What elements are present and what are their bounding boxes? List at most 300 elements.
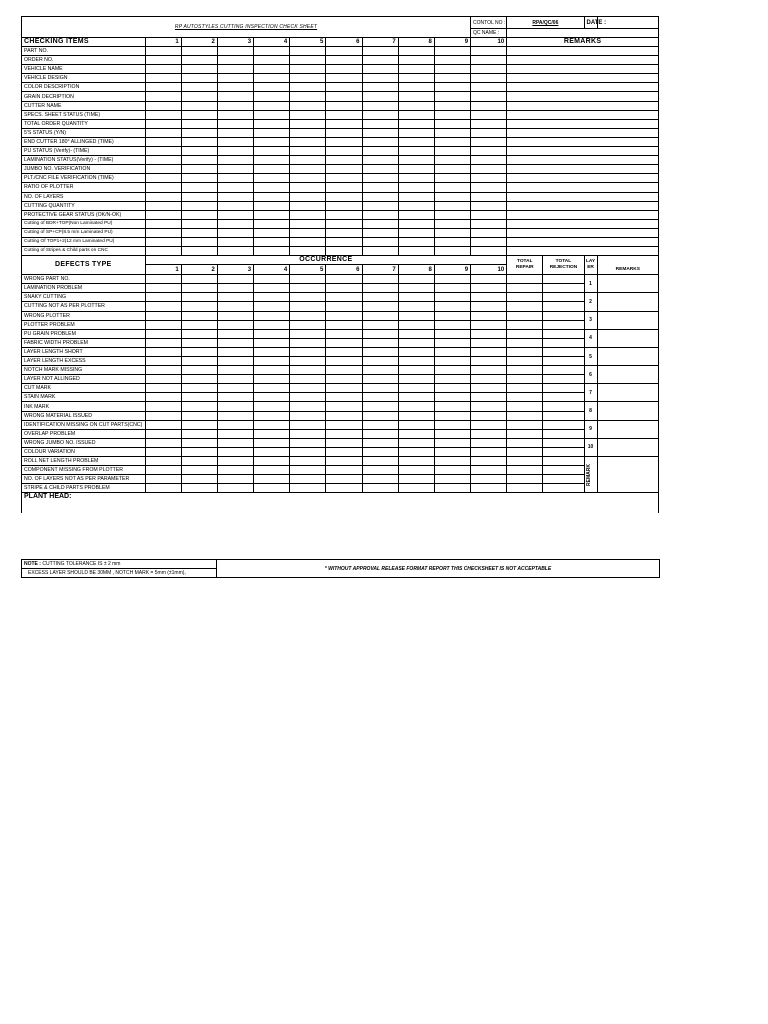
- occurrence-cell[interactable]: [290, 329, 326, 338]
- checking-remark-cell[interactable]: [507, 156, 659, 165]
- occurrence-cell[interactable]: [471, 293, 507, 302]
- checking-entry-cell[interactable]: [217, 101, 253, 110]
- occurrence-cell[interactable]: [217, 420, 253, 429]
- occurrence-cell[interactable]: [471, 466, 507, 475]
- checking-entry-cell[interactable]: [181, 219, 217, 228]
- occurrence-cell[interactable]: [217, 357, 253, 366]
- checking-entry-cell[interactable]: [254, 65, 290, 74]
- checking-entry-cell[interactable]: [181, 47, 217, 56]
- total-rejection-cell[interactable]: [543, 293, 584, 302]
- checking-entry-cell[interactable]: [217, 165, 253, 174]
- checking-entry-cell[interactable]: [181, 92, 217, 101]
- checking-entry-cell[interactable]: [326, 65, 362, 74]
- occurrence-cell[interactable]: [434, 411, 470, 420]
- checking-entry-cell[interactable]: [290, 147, 326, 156]
- total-repair-cell[interactable]: [507, 338, 543, 347]
- checking-entry-cell[interactable]: [181, 201, 217, 210]
- occurrence-cell[interactable]: [145, 411, 181, 420]
- occurrence-cell[interactable]: [181, 338, 217, 347]
- occurrence-cell[interactable]: [181, 366, 217, 375]
- occurrence-cell[interactable]: [217, 447, 253, 456]
- checking-entry-cell[interactable]: [290, 83, 326, 92]
- checking-entry-cell[interactable]: [362, 56, 398, 65]
- occurrence-cell[interactable]: [362, 302, 398, 311]
- occurrence-cell[interactable]: [254, 366, 290, 375]
- occurrence-cell[interactable]: [181, 411, 217, 420]
- occurrence-cell[interactable]: [471, 338, 507, 347]
- checking-entry-cell[interactable]: [471, 74, 507, 83]
- checking-entry-cell[interactable]: [434, 174, 470, 183]
- layer-remark-cell[interactable]: [597, 384, 658, 402]
- occurrence-cell[interactable]: [326, 302, 362, 311]
- total-rejection-cell[interactable]: [543, 284, 584, 293]
- checking-entry-cell[interactable]: [254, 119, 290, 128]
- checking-entry-cell[interactable]: [471, 101, 507, 110]
- checking-entry-cell[interactable]: [145, 101, 181, 110]
- occurrence-cell[interactable]: [471, 475, 507, 484]
- total-repair-cell[interactable]: [507, 357, 543, 366]
- total-rejection-cell[interactable]: [543, 311, 584, 320]
- occurrence-cell[interactable]: [217, 284, 253, 293]
- occurrence-cell[interactable]: [217, 411, 253, 420]
- occurrence-cell[interactable]: [398, 411, 434, 420]
- occurrence-cell[interactable]: [217, 320, 253, 329]
- occurrence-cell[interactable]: [434, 302, 470, 311]
- checking-entry-cell[interactable]: [434, 56, 470, 65]
- occurrence-cell[interactable]: [434, 457, 470, 466]
- checking-entry-cell[interactable]: [398, 47, 434, 56]
- checking-entry-cell[interactable]: [398, 74, 434, 83]
- occurrence-cell[interactable]: [326, 320, 362, 329]
- checking-entry-cell[interactable]: [254, 183, 290, 192]
- checking-entry-cell[interactable]: [290, 119, 326, 128]
- occurrence-cell[interactable]: [471, 484, 507, 493]
- checking-entry-cell[interactable]: [471, 210, 507, 219]
- checking-entry-cell[interactable]: [362, 156, 398, 165]
- date-value-cell[interactable]: [597, 17, 658, 29]
- occurrence-cell[interactable]: [362, 284, 398, 293]
- occurrence-cell[interactable]: [434, 447, 470, 456]
- checking-remark-cell[interactable]: [507, 201, 659, 210]
- occurrence-cell[interactable]: [254, 357, 290, 366]
- occurrence-cell[interactable]: [326, 384, 362, 393]
- checking-entry-cell[interactable]: [181, 156, 217, 165]
- occurrence-cell[interactable]: [254, 475, 290, 484]
- occurrence-cell[interactable]: [362, 347, 398, 356]
- occurrence-cell[interactable]: [398, 375, 434, 384]
- occurrence-cell[interactable]: [362, 275, 398, 284]
- checking-entry-cell[interactable]: [471, 110, 507, 119]
- checking-entry-cell[interactable]: [254, 228, 290, 237]
- checking-remark-cell[interactable]: [507, 219, 659, 228]
- occurrence-cell[interactable]: [181, 375, 217, 384]
- total-rejection-cell[interactable]: [543, 402, 584, 411]
- checking-entry-cell[interactable]: [434, 201, 470, 210]
- occurrence-cell[interactable]: [181, 293, 217, 302]
- checking-entry-cell[interactable]: [434, 219, 470, 228]
- occurrence-cell[interactable]: [471, 320, 507, 329]
- checking-entry-cell[interactable]: [471, 247, 507, 256]
- occurrence-cell[interactable]: [362, 384, 398, 393]
- occurrence-cell[interactable]: [217, 293, 253, 302]
- qc-name-value-cell[interactable]: [507, 29, 659, 38]
- checking-entry-cell[interactable]: [254, 83, 290, 92]
- occurrence-cell[interactable]: [362, 484, 398, 493]
- occurrence-cell[interactable]: [181, 320, 217, 329]
- checking-entry-cell[interactable]: [181, 247, 217, 256]
- checking-entry-cell[interactable]: [290, 219, 326, 228]
- checking-entry-cell[interactable]: [362, 119, 398, 128]
- occurrence-cell[interactable]: [181, 438, 217, 447]
- checking-entry-cell[interactable]: [362, 147, 398, 156]
- occurrence-cell[interactable]: [217, 484, 253, 493]
- checking-entry-cell[interactable]: [217, 137, 253, 146]
- checking-entry-cell[interactable]: [471, 83, 507, 92]
- occurrence-cell[interactable]: [217, 329, 253, 338]
- layer-remark-cell[interactable]: [597, 347, 658, 365]
- occurrence-cell[interactable]: [326, 457, 362, 466]
- occurrence-cell[interactable]: [290, 375, 326, 384]
- checking-entry-cell[interactable]: [362, 137, 398, 146]
- checking-entry-cell[interactable]: [217, 228, 253, 237]
- checking-entry-cell[interactable]: [326, 74, 362, 83]
- checking-entry-cell[interactable]: [434, 74, 470, 83]
- checking-entry-cell[interactable]: [326, 247, 362, 256]
- occurrence-cell[interactable]: [290, 438, 326, 447]
- checking-entry-cell[interactable]: [326, 210, 362, 219]
- checking-entry-cell[interactable]: [398, 101, 434, 110]
- occurrence-cell[interactable]: [471, 284, 507, 293]
- total-repair-cell[interactable]: [507, 347, 543, 356]
- checking-entry-cell[interactable]: [434, 210, 470, 219]
- occurrence-cell[interactable]: [145, 438, 181, 447]
- checking-entry-cell[interactable]: [471, 128, 507, 137]
- layer-remark-cell[interactable]: [597, 402, 658, 420]
- checking-entry-cell[interactable]: [254, 101, 290, 110]
- checking-entry-cell[interactable]: [290, 92, 326, 101]
- total-repair-cell[interactable]: [507, 438, 543, 447]
- checking-entry-cell[interactable]: [326, 228, 362, 237]
- layer-remark-cell[interactable]: [597, 420, 658, 438]
- occurrence-cell[interactable]: [181, 475, 217, 484]
- total-repair-cell[interactable]: [507, 293, 543, 302]
- occurrence-cell[interactable]: [145, 311, 181, 320]
- occurrence-cell[interactable]: [398, 320, 434, 329]
- checking-entry-cell[interactable]: [217, 201, 253, 210]
- layer-remark-cell[interactable]: [597, 438, 658, 456]
- checking-remark-cell[interactable]: [507, 147, 659, 156]
- checking-entry-cell[interactable]: [398, 183, 434, 192]
- occurrence-cell[interactable]: [254, 466, 290, 475]
- checking-entry-cell[interactable]: [181, 74, 217, 83]
- checking-entry-cell[interactable]: [290, 228, 326, 237]
- total-repair-cell[interactable]: [507, 466, 543, 475]
- occurrence-cell[interactable]: [290, 466, 326, 475]
- checking-entry-cell[interactable]: [254, 219, 290, 228]
- checking-entry-cell[interactable]: [398, 92, 434, 101]
- checking-entry-cell[interactable]: [362, 192, 398, 201]
- occurrence-cell[interactable]: [362, 338, 398, 347]
- checking-entry-cell[interactable]: [290, 183, 326, 192]
- checking-entry-cell[interactable]: [217, 110, 253, 119]
- occurrence-cell[interactable]: [181, 429, 217, 438]
- checking-entry-cell[interactable]: [181, 228, 217, 237]
- occurrence-cell[interactable]: [434, 384, 470, 393]
- occurrence-cell[interactable]: [145, 320, 181, 329]
- checking-entry-cell[interactable]: [217, 147, 253, 156]
- checking-entry-cell[interactable]: [290, 165, 326, 174]
- checking-entry-cell[interactable]: [290, 237, 326, 246]
- checking-entry-cell[interactable]: [181, 83, 217, 92]
- checking-entry-cell[interactable]: [326, 47, 362, 56]
- occurrence-cell[interactable]: [398, 347, 434, 356]
- occurrence-cell[interactable]: [471, 302, 507, 311]
- checking-entry-cell[interactable]: [254, 74, 290, 83]
- checking-entry-cell[interactable]: [181, 183, 217, 192]
- total-repair-cell[interactable]: [507, 384, 543, 393]
- checking-entry-cell[interactable]: [290, 201, 326, 210]
- checking-entry-cell[interactable]: [145, 201, 181, 210]
- occurrence-cell[interactable]: [434, 366, 470, 375]
- checking-entry-cell[interactable]: [434, 147, 470, 156]
- checking-entry-cell[interactable]: [471, 47, 507, 56]
- checking-entry-cell[interactable]: [362, 92, 398, 101]
- checking-remark-cell[interactable]: [507, 228, 659, 237]
- checking-entry-cell[interactable]: [254, 156, 290, 165]
- occurrence-cell[interactable]: [326, 275, 362, 284]
- checking-entry-cell[interactable]: [254, 165, 290, 174]
- occurrence-cell[interactable]: [254, 338, 290, 347]
- checking-remark-cell[interactable]: [507, 119, 659, 128]
- occurrence-cell[interactable]: [362, 293, 398, 302]
- occurrence-cell[interactable]: [471, 375, 507, 384]
- occurrence-cell[interactable]: [254, 402, 290, 411]
- occurrence-cell[interactable]: [398, 429, 434, 438]
- occurrence-cell[interactable]: [145, 302, 181, 311]
- occurrence-cell[interactable]: [326, 347, 362, 356]
- checking-remark-cell[interactable]: [507, 210, 659, 219]
- checking-entry-cell[interactable]: [145, 147, 181, 156]
- occurrence-cell[interactable]: [181, 402, 217, 411]
- checking-entry-cell[interactable]: [362, 101, 398, 110]
- occurrence-cell[interactable]: [145, 475, 181, 484]
- occurrence-cell[interactable]: [181, 357, 217, 366]
- occurrence-cell[interactable]: [362, 420, 398, 429]
- occurrence-cell[interactable]: [362, 411, 398, 420]
- checking-entry-cell[interactable]: [471, 183, 507, 192]
- checking-entry-cell[interactable]: [181, 119, 217, 128]
- checking-entry-cell[interactable]: [290, 56, 326, 65]
- occurrence-cell[interactable]: [217, 311, 253, 320]
- checking-entry-cell[interactable]: [181, 65, 217, 74]
- occurrence-cell[interactable]: [471, 411, 507, 420]
- occurrence-cell[interactable]: [326, 284, 362, 293]
- checking-entry-cell[interactable]: [217, 156, 253, 165]
- checking-entry-cell[interactable]: [145, 83, 181, 92]
- occurrence-cell[interactable]: [471, 357, 507, 366]
- occurrence-cell[interactable]: [471, 311, 507, 320]
- checking-entry-cell[interactable]: [471, 147, 507, 156]
- occurrence-cell[interactable]: [290, 393, 326, 402]
- checking-entry-cell[interactable]: [434, 128, 470, 137]
- checking-remark-cell[interactable]: [507, 110, 659, 119]
- occurrence-cell[interactable]: [217, 466, 253, 475]
- total-repair-cell[interactable]: [507, 475, 543, 484]
- checking-entry-cell[interactable]: [398, 56, 434, 65]
- checking-entry-cell[interactable]: [434, 92, 470, 101]
- total-repair-cell[interactable]: [507, 429, 543, 438]
- checking-entry-cell[interactable]: [398, 165, 434, 174]
- occurrence-cell[interactable]: [217, 275, 253, 284]
- occurrence-cell[interactable]: [398, 329, 434, 338]
- occurrence-cell[interactable]: [254, 275, 290, 284]
- occurrence-cell[interactable]: [471, 329, 507, 338]
- checking-entry-cell[interactable]: [290, 156, 326, 165]
- checking-entry-cell[interactable]: [326, 174, 362, 183]
- occurrence-cell[interactable]: [181, 420, 217, 429]
- checking-entry-cell[interactable]: [254, 147, 290, 156]
- checking-entry-cell[interactable]: [254, 210, 290, 219]
- occurrence-cell[interactable]: [362, 375, 398, 384]
- checking-entry-cell[interactable]: [217, 219, 253, 228]
- occurrence-cell[interactable]: [362, 438, 398, 447]
- total-rejection-cell[interactable]: [543, 275, 584, 284]
- checking-entry-cell[interactable]: [362, 174, 398, 183]
- occurrence-cell[interactable]: [398, 393, 434, 402]
- occurrence-cell[interactable]: [398, 366, 434, 375]
- occurrence-cell[interactable]: [290, 357, 326, 366]
- occurrence-cell[interactable]: [254, 284, 290, 293]
- checking-entry-cell[interactable]: [398, 210, 434, 219]
- total-rejection-cell[interactable]: [543, 420, 584, 429]
- checking-entry-cell[interactable]: [254, 237, 290, 246]
- total-rejection-cell[interactable]: [543, 411, 584, 420]
- checking-entry-cell[interactable]: [398, 247, 434, 256]
- checking-entry-cell[interactable]: [471, 219, 507, 228]
- occurrence-cell[interactable]: [398, 293, 434, 302]
- checking-entry-cell[interactable]: [326, 192, 362, 201]
- occurrence-cell[interactable]: [326, 393, 362, 402]
- checking-entry-cell[interactable]: [217, 128, 253, 137]
- checking-entry-cell[interactable]: [145, 137, 181, 146]
- checking-entry-cell[interactable]: [362, 110, 398, 119]
- total-rejection-cell[interactable]: [543, 457, 584, 466]
- occurrence-cell[interactable]: [290, 429, 326, 438]
- checking-entry-cell[interactable]: [434, 183, 470, 192]
- layer-remark-cell[interactable]: [597, 275, 658, 293]
- occurrence-cell[interactable]: [145, 420, 181, 429]
- checking-entry-cell[interactable]: [290, 110, 326, 119]
- total-rejection-cell[interactable]: [543, 375, 584, 384]
- occurrence-cell[interactable]: [217, 438, 253, 447]
- checking-remark-cell[interactable]: [507, 56, 659, 65]
- checking-entry-cell[interactable]: [217, 65, 253, 74]
- occurrence-cell[interactable]: [181, 457, 217, 466]
- occurrence-cell[interactable]: [434, 357, 470, 366]
- occurrence-cell[interactable]: [217, 375, 253, 384]
- checking-entry-cell[interactable]: [217, 56, 253, 65]
- checking-entry-cell[interactable]: [362, 83, 398, 92]
- occurrence-cell[interactable]: [398, 402, 434, 411]
- occurrence-cell[interactable]: [145, 284, 181, 293]
- checking-entry-cell[interactable]: [471, 192, 507, 201]
- checking-entry-cell[interactable]: [145, 247, 181, 256]
- total-repair-cell[interactable]: [507, 302, 543, 311]
- checking-entry-cell[interactable]: [326, 110, 362, 119]
- occurrence-cell[interactable]: [398, 284, 434, 293]
- occurrence-cell[interactable]: [471, 347, 507, 356]
- occurrence-cell[interactable]: [254, 457, 290, 466]
- occurrence-cell[interactable]: [217, 475, 253, 484]
- occurrence-cell[interactable]: [290, 275, 326, 284]
- checking-entry-cell[interactable]: [290, 174, 326, 183]
- checking-entry-cell[interactable]: [181, 101, 217, 110]
- total-repair-cell[interactable]: [507, 447, 543, 456]
- occurrence-cell[interactable]: [434, 375, 470, 384]
- occurrence-cell[interactable]: [181, 384, 217, 393]
- occurrence-cell[interactable]: [362, 393, 398, 402]
- occurrence-cell[interactable]: [254, 384, 290, 393]
- occurrence-cell[interactable]: [290, 302, 326, 311]
- occurrence-cell[interactable]: [471, 429, 507, 438]
- occurrence-cell[interactable]: [254, 347, 290, 356]
- total-repair-cell[interactable]: [507, 402, 543, 411]
- occurrence-cell[interactable]: [145, 375, 181, 384]
- checking-remark-cell[interactable]: [507, 92, 659, 101]
- occurrence-cell[interactable]: [290, 293, 326, 302]
- occurrence-cell[interactable]: [145, 484, 181, 493]
- occurrence-cell[interactable]: [290, 311, 326, 320]
- occurrence-cell[interactable]: [434, 438, 470, 447]
- checking-entry-cell[interactable]: [398, 119, 434, 128]
- occurrence-cell[interactable]: [362, 429, 398, 438]
- checking-entry-cell[interactable]: [434, 65, 470, 74]
- total-rejection-cell[interactable]: [543, 357, 584, 366]
- checking-entry-cell[interactable]: [326, 201, 362, 210]
- checking-entry-cell[interactable]: [254, 247, 290, 256]
- occurrence-cell[interactable]: [471, 384, 507, 393]
- total-rejection-cell[interactable]: [543, 320, 584, 329]
- checking-entry-cell[interactable]: [181, 174, 217, 183]
- occurrence-cell[interactable]: [398, 302, 434, 311]
- checking-entry-cell[interactable]: [181, 147, 217, 156]
- occurrence-cell[interactable]: [398, 384, 434, 393]
- checking-entry-cell[interactable]: [290, 128, 326, 137]
- checking-entry-cell[interactable]: [326, 92, 362, 101]
- checking-entry-cell[interactable]: [145, 47, 181, 56]
- layer-remark-cell[interactable]: [597, 293, 658, 311]
- checking-entry-cell[interactable]: [217, 210, 253, 219]
- checking-entry-cell[interactable]: [290, 192, 326, 201]
- total-repair-cell[interactable]: [507, 393, 543, 402]
- occurrence-cell[interactable]: [254, 411, 290, 420]
- occurrence-cell[interactable]: [217, 366, 253, 375]
- occurrence-cell[interactable]: [254, 420, 290, 429]
- occurrence-cell[interactable]: [217, 338, 253, 347]
- checking-entry-cell[interactable]: [254, 110, 290, 119]
- checking-entry-cell[interactable]: [398, 137, 434, 146]
- occurrence-cell[interactable]: [145, 275, 181, 284]
- checking-entry-cell[interactable]: [326, 137, 362, 146]
- total-repair-cell[interactable]: [507, 329, 543, 338]
- checking-entry-cell[interactable]: [362, 128, 398, 137]
- occurrence-cell[interactable]: [434, 420, 470, 429]
- occurrence-cell[interactable]: [181, 311, 217, 320]
- checking-entry-cell[interactable]: [290, 47, 326, 56]
- total-repair-cell[interactable]: [507, 275, 543, 284]
- occurrence-cell[interactable]: [290, 284, 326, 293]
- occurrence-cell[interactable]: [254, 293, 290, 302]
